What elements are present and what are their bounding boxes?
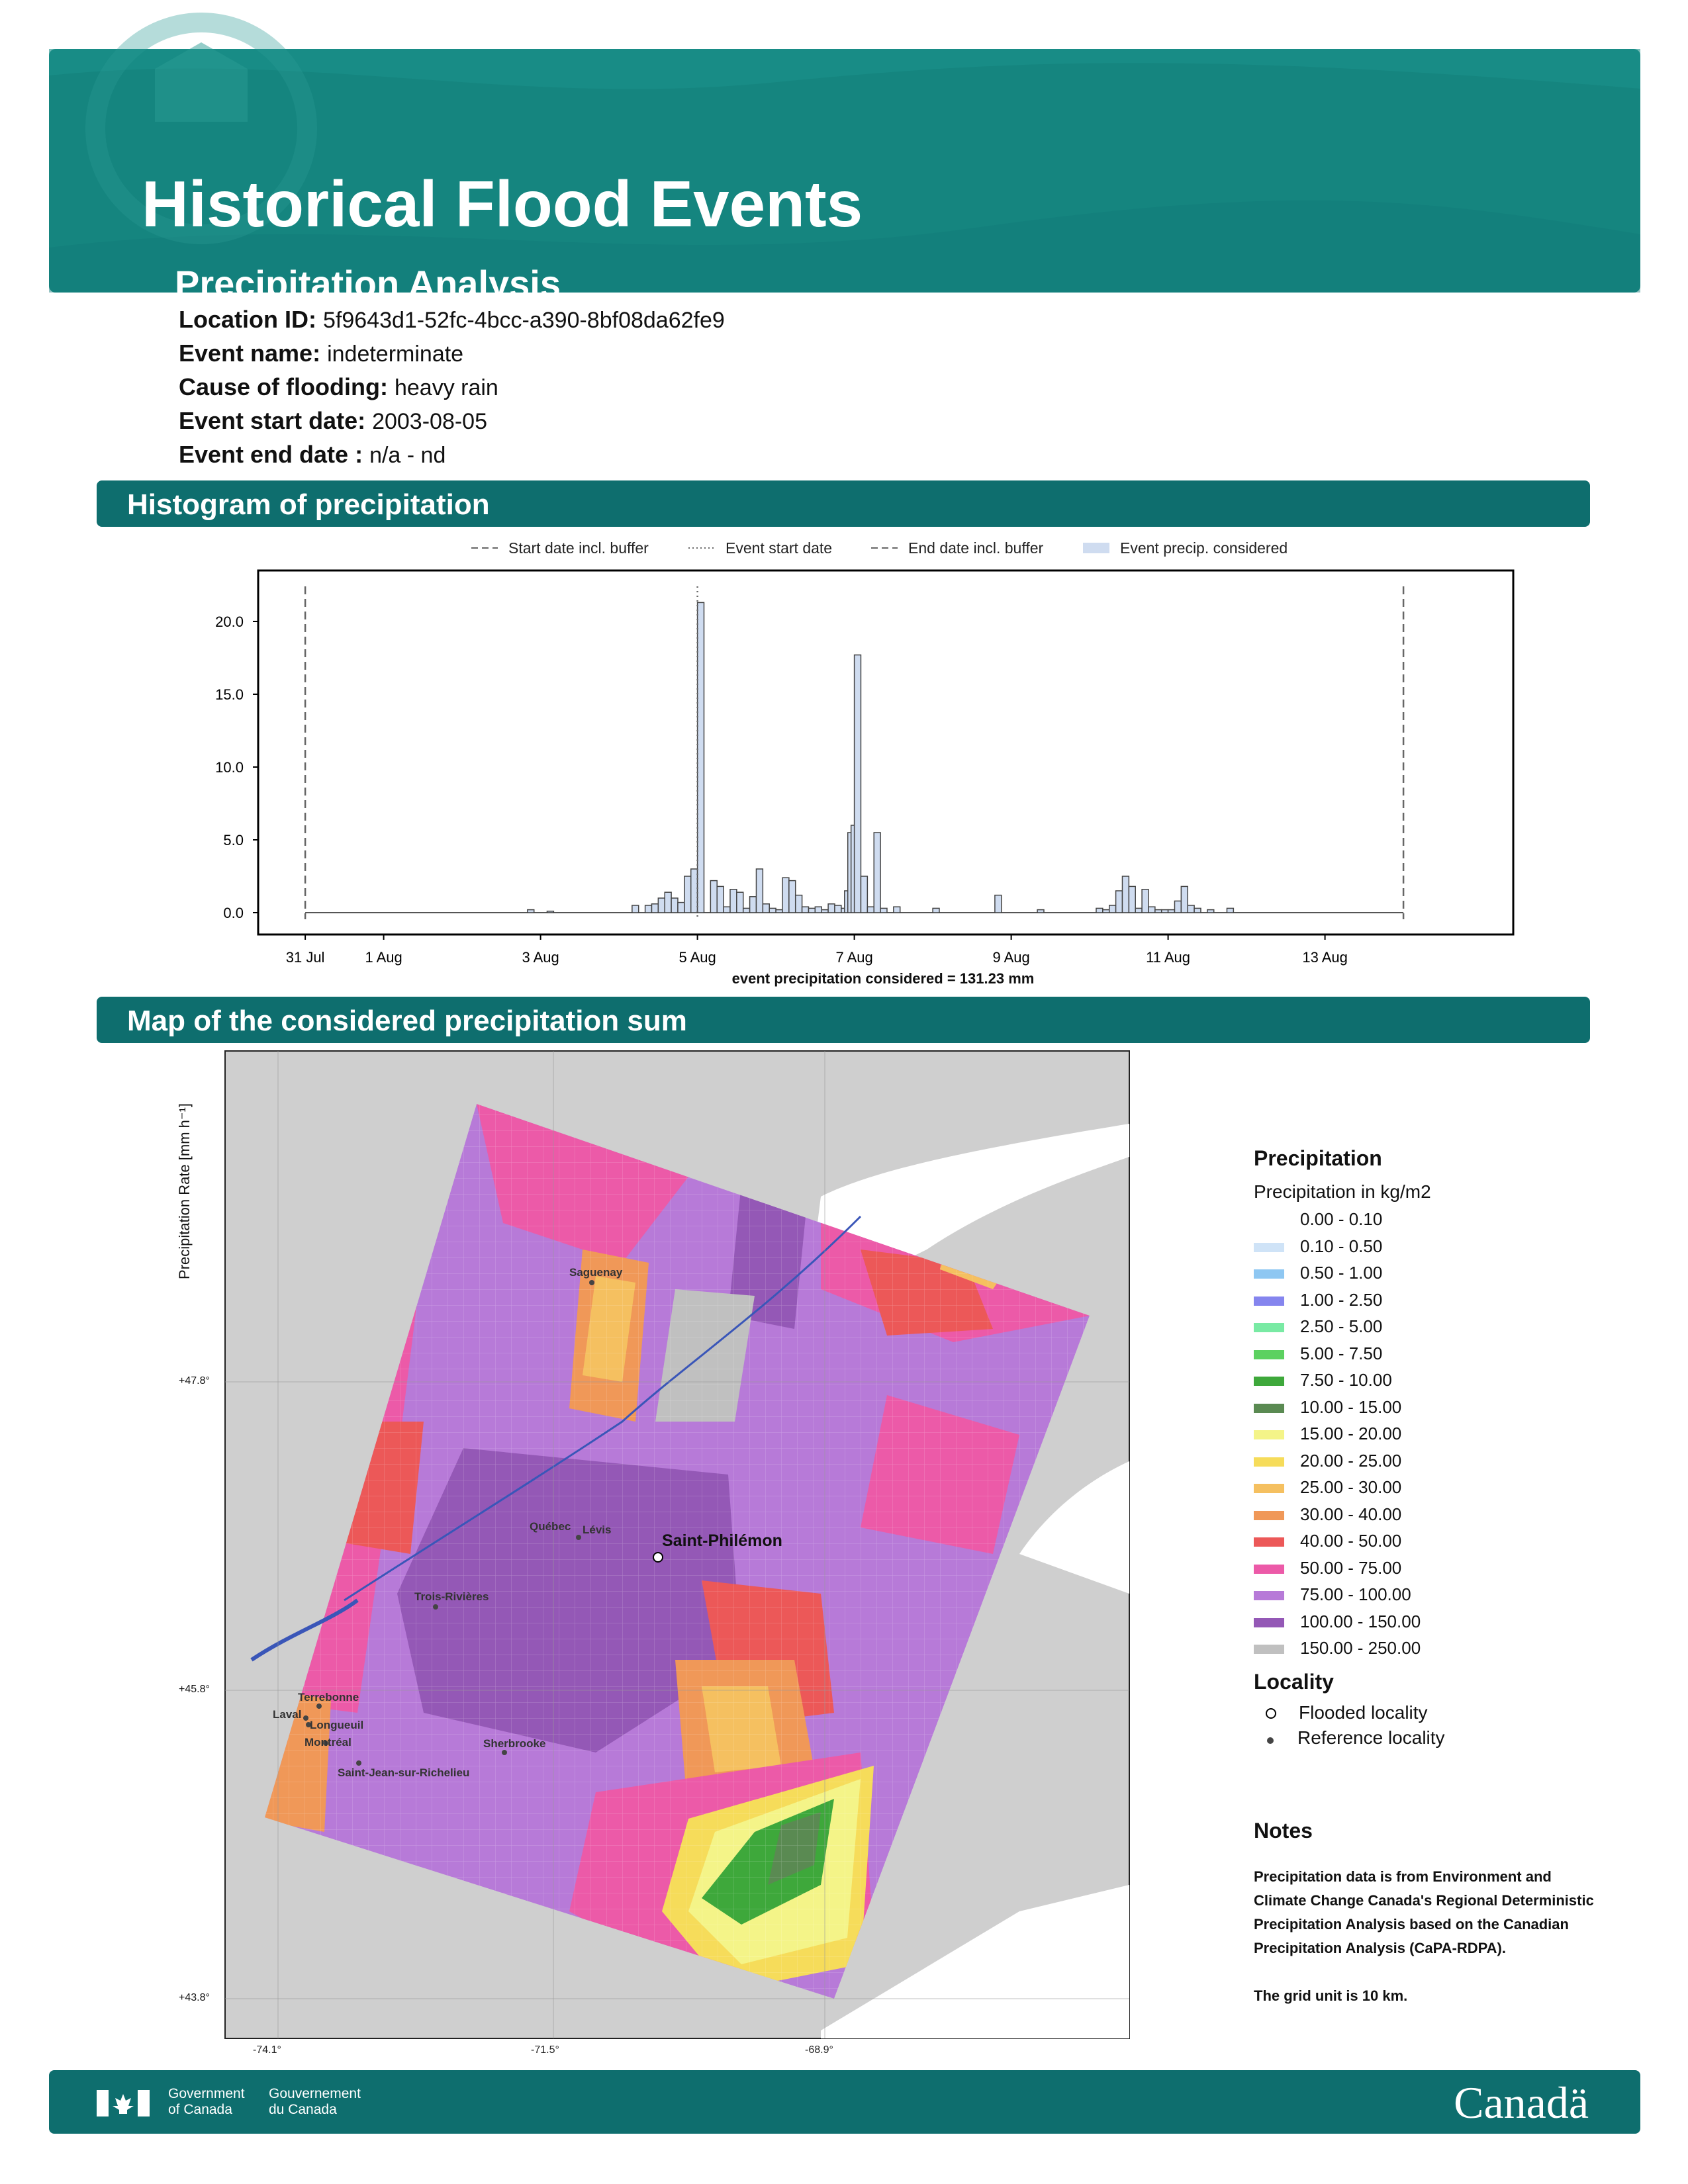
precip-bar: [763, 904, 769, 913]
legend-class-row: [1254, 1209, 1382, 1229]
locality-label: Saguenay: [569, 1266, 623, 1279]
precip-bar: [1116, 891, 1123, 913]
locality-label: Terrebonne: [298, 1691, 359, 1704]
legend-color-swatch: [1254, 1377, 1284, 1386]
flooded-locality-icon: [1266, 1708, 1276, 1719]
locality-label: Sherbrooke: [483, 1737, 546, 1750]
legend-rows: [1254, 1209, 1445, 1666]
x-tick-label: 1 Aug: [365, 949, 402, 966]
precip-legend: [1254, 1146, 1445, 1749]
precip-bar: [678, 903, 684, 913]
notes-grid: The grid unit is 10 km.: [1254, 1987, 1408, 2004]
gov-en: Government of Canada: [168, 2086, 245, 2117]
reference-locality-marker: [316, 1704, 322, 1709]
legend-class-row: [1254, 1531, 1401, 1551]
locality-reference: Reference locality: [1254, 1727, 1445, 1749]
precip-bar: [1194, 908, 1201, 913]
info-value: indeterminate: [327, 341, 464, 367]
histogram-xlabel: event precipitation considered = 131.23 mm: [731, 970, 1035, 987]
info-value: 5f9643d1-52fc-4bcc-a390-8bf08da62fe9: [322, 308, 725, 333]
precip-bar: [737, 892, 743, 913]
precip-bar: [1168, 910, 1175, 913]
legend-color-swatch: [1254, 1430, 1284, 1439]
precip-bar: [1129, 886, 1135, 913]
precip-bar: [1037, 910, 1044, 913]
precip-bar: [776, 910, 782, 913]
precip-bar: [1181, 886, 1188, 913]
legend-class-row: [1254, 1638, 1421, 1658]
precip-bar: [1109, 905, 1116, 913]
legend-class-label: 100.00 - 150.00: [1300, 1611, 1421, 1631]
locality-label: Saint-Jean-sur-Richelieu: [338, 1766, 470, 1779]
x-tick-label: 3 Aug: [522, 949, 559, 966]
footer: [49, 2070, 1640, 2134]
legend-class-label: 2.50 - 5.00: [1300, 1316, 1383, 1336]
precip-bar: [789, 881, 796, 913]
precip-bar: [1142, 889, 1149, 913]
reference-locality-marker: [303, 1715, 308, 1721]
precip-bar: [802, 907, 809, 913]
legend-title: Precipitation: [1254, 1146, 1382, 1170]
legend-color-swatch: [1254, 1645, 1284, 1654]
legend-color-swatch: [1254, 1618, 1284, 1627]
precip-bar: [1122, 876, 1129, 913]
lon-label: -71.5°: [531, 2044, 559, 2056]
x-tick-label: 5 Aug: [679, 949, 716, 966]
locality-flooded: Flooded locality: [1254, 1702, 1445, 1723]
precip-bar: [867, 907, 874, 913]
legend-label: Event precip. considered: [1120, 539, 1288, 557]
info-location-id: [179, 306, 725, 334]
precip-bar: [691, 869, 698, 913]
precip-bar: [995, 895, 1002, 913]
section-title: Histogram of precipitation: [127, 488, 490, 521]
legend-class-row: [1254, 1504, 1401, 1524]
x-tick-label: 7 Aug: [835, 949, 873, 966]
precip-bar: [651, 904, 658, 913]
precip-bar: [782, 878, 789, 913]
legend-class-row: [1254, 1584, 1411, 1604]
precip-bar: [855, 655, 861, 913]
legend-class-label: 15.00 - 20.00: [1300, 1424, 1402, 1443]
precip-bar: [1135, 908, 1142, 913]
y-tick-label: 15.0: [215, 686, 244, 703]
legend-label: End date incl. buffer: [908, 539, 1044, 557]
precip-bar: [1149, 907, 1155, 913]
precip-bar: [724, 907, 730, 913]
precip-bar: [933, 908, 939, 913]
precip-bar: [671, 898, 678, 913]
legend-class-label: 1.00 - 2.50: [1300, 1289, 1383, 1310]
page-title: Historical Flood Events: [142, 167, 863, 240]
legend-class-label: 5.00 - 7.50: [1300, 1343, 1383, 1363]
legend-color-swatch: [1254, 1404, 1284, 1413]
reference-locality-marker: [502, 1750, 507, 1755]
info-value: 2003-08-05: [372, 409, 487, 434]
info-start-date: [179, 407, 487, 435]
legend-class-row: [1254, 1343, 1382, 1363]
lon-label: -74.1°: [253, 2044, 281, 2056]
legend-class-label: 25.00 - 30.00: [1300, 1477, 1402, 1497]
locality-label: Laval: [273, 1708, 302, 1721]
info-label: Event name:: [179, 340, 321, 367]
legend-class-label: 20.00 - 25.00: [1300, 1450, 1402, 1471]
legend-class-row: [1254, 1236, 1382, 1256]
legend-class-label: 50.00 - 75.00: [1300, 1557, 1402, 1578]
histogram-plot-area: [215, 570, 1513, 966]
precip-bar: [874, 833, 880, 913]
precip-bar: [769, 908, 776, 913]
legend-color-swatch: [1254, 1565, 1284, 1574]
page-subtitle: Precipitation Analysis: [175, 263, 561, 304]
histogram-ylabel: Precipitation Rate [mm h⁻¹]: [176, 1103, 193, 1279]
locality-label: Longueuil: [310, 1719, 364, 1731]
precip-bar: [547, 911, 553, 913]
legend-class-label: 150.00 - 250.00: [1300, 1638, 1421, 1658]
reference-locality-marker: [576, 1535, 581, 1540]
info-label: Cause of flooding:: [179, 373, 388, 400]
locality-label: Saint-Philémon: [662, 1531, 782, 1550]
precip-bar: [1162, 910, 1168, 913]
precip-bar: [684, 876, 691, 913]
precip-bar: [808, 908, 815, 913]
lat-label-outside: +45.8°: [179, 1684, 210, 1695]
precip-bar: [880, 908, 887, 913]
precipitation-map: [225, 1051, 1131, 2054]
flooded-locality-marker: [653, 1553, 663, 1562]
legend-fill-swatch: [1083, 543, 1109, 553]
precip-bar: [1174, 901, 1181, 913]
section-map: [97, 997, 1590, 1043]
reference-locality-marker: [433, 1604, 438, 1610]
x-tick-label: 9 Aug: [992, 949, 1030, 966]
legend-class-label: 30.00 - 40.00: [1300, 1504, 1402, 1524]
info-event-name: [179, 340, 463, 367]
section-histogram: [97, 480, 1590, 527]
legend-class-row: [1254, 1316, 1382, 1336]
info-label: Event end date :: [179, 441, 363, 468]
legend-color-swatch: [1254, 1323, 1284, 1332]
y-tick-label: 5.0: [223, 832, 244, 848]
precip-bar: [750, 897, 757, 913]
y-tick-label: 20.0: [215, 614, 244, 630]
header-banner: [49, 49, 1640, 304]
legend-subtitle: Precipitation in kg/m2: [1254, 1181, 1431, 1202]
x-tick-label: 31 Jul: [285, 949, 325, 966]
legend-class-row: [1254, 1290, 1382, 1310]
legend-class-label: 40.00 - 50.00: [1300, 1531, 1402, 1551]
histogram-legend: [471, 539, 1288, 557]
legend-class-row: [1254, 1477, 1401, 1497]
x-tick-label: 11 Aug: [1146, 949, 1191, 966]
precip-bar: [665, 892, 671, 913]
legend-class-row: [1254, 1424, 1401, 1443]
legend-class-label: 10.00 - 15.00: [1300, 1396, 1402, 1417]
canada-wordmark: Canadä: [1454, 2077, 1589, 2128]
legend-label: Event start date: [726, 539, 833, 557]
info-value: n/a - nd: [369, 443, 446, 468]
legend-class-row: [1254, 1558, 1401, 1578]
precip-bar: [1188, 905, 1194, 913]
reference-locality-icon: [1267, 1737, 1274, 1744]
info-cause: [179, 373, 498, 401]
precip-bar: [756, 869, 763, 913]
locality-label: Québec: [530, 1520, 571, 1533]
precip-bar: [698, 602, 704, 913]
legend-color-swatch: [1254, 1216, 1284, 1225]
precip-bar: [796, 895, 802, 913]
precip-bar: [828, 904, 835, 913]
precip-bar: [835, 905, 841, 913]
precip-bar: [861, 876, 867, 913]
notes-body: [1254, 1865, 1598, 2008]
reference-locality-marker: [589, 1280, 594, 1285]
precip-bar: [632, 905, 639, 913]
locality-label: Lévis: [583, 1524, 612, 1536]
legend-class-row: [1254, 1451, 1401, 1471]
reference-locality-marker: [356, 1760, 361, 1766]
x-tick-label: 13 Aug: [1302, 949, 1348, 966]
precip-bar: [1155, 910, 1162, 913]
precip-bar: [815, 907, 821, 913]
legend-class-row: [1254, 1263, 1382, 1283]
notes-text: Precipitation data is from Environment and Climate Change Canada's Regional Deterministic Precipitation Analysis based on the Canadian Precipitation Analysis (CaPA-RDPA).: [1254, 1868, 1594, 1956]
info-value: heavy rain: [394, 375, 498, 400]
precip-bar: [1096, 908, 1103, 913]
legend-class-row: [1254, 1370, 1392, 1390]
gov-fr: Gouvernement du Canada: [269, 2086, 361, 2117]
legend-color-swatch: [1254, 1350, 1284, 1359]
y-tick-label: 10.0: [215, 759, 244, 776]
legend-class-label: 0.00 - 0.10: [1300, 1209, 1383, 1229]
precip-bar: [1207, 910, 1214, 913]
locality-label: Trois-Rivières: [414, 1590, 489, 1603]
locality-legend-title: Locality: [1254, 1670, 1334, 1694]
precip-bar: [645, 905, 652, 913]
legend-color-swatch: [1254, 1511, 1284, 1520]
precip-bar: [528, 910, 534, 913]
legend-color-swatch: [1254, 1297, 1284, 1306]
precip-bar: [658, 898, 665, 913]
info-label: Location ID:: [179, 306, 316, 333]
locality-label: Montréal: [305, 1736, 352, 1749]
legend-color-swatch: [1254, 1537, 1284, 1547]
precip-bar: [821, 910, 828, 913]
info-label: Event start date:: [179, 407, 366, 434]
legend-color-swatch: [1254, 1591, 1284, 1600]
section-title: Map of the considered precipitation sum: [127, 1005, 687, 1037]
plot-frame: [258, 570, 1513, 934]
info-end-date: [179, 441, 445, 469]
precip-bar: [1103, 910, 1109, 913]
legend-class-label: 7.50 - 10.00: [1300, 1370, 1392, 1390]
y-tick-label: 0.0: [223, 905, 244, 921]
precip-bar: [710, 881, 717, 913]
legend-class-label: 75.00 - 100.00: [1300, 1584, 1411, 1604]
legend-color-swatch: [1254, 1457, 1284, 1467]
precip-bar: [730, 889, 737, 913]
notes-title: Notes: [1254, 1819, 1313, 1843]
precip-bar: [1227, 908, 1233, 913]
legend-label: Start date incl. buffer: [508, 539, 649, 557]
legend-class-row: [1254, 1612, 1421, 1631]
canada-flag-icon: [97, 2090, 150, 2116]
precip-bar: [894, 907, 900, 913]
lat-label-outside: +47.8°: [179, 1375, 210, 1387]
legend-color-swatch: [1254, 1269, 1284, 1279]
legend-class-row: [1254, 1397, 1401, 1417]
legend-color-swatch: [1254, 1243, 1284, 1252]
legend-color-swatch: [1254, 1484, 1284, 1493]
lon-label: -68.9°: [805, 2044, 833, 2056]
legend-class-label: 0.50 - 1.00: [1300, 1263, 1383, 1283]
precip-bar: [743, 908, 750, 913]
lat-label-outside: +43.8°: [179, 1992, 210, 2003]
legend-class-label: 0.10 - 0.50: [1300, 1236, 1383, 1256]
precip-bar: [717, 886, 724, 913]
